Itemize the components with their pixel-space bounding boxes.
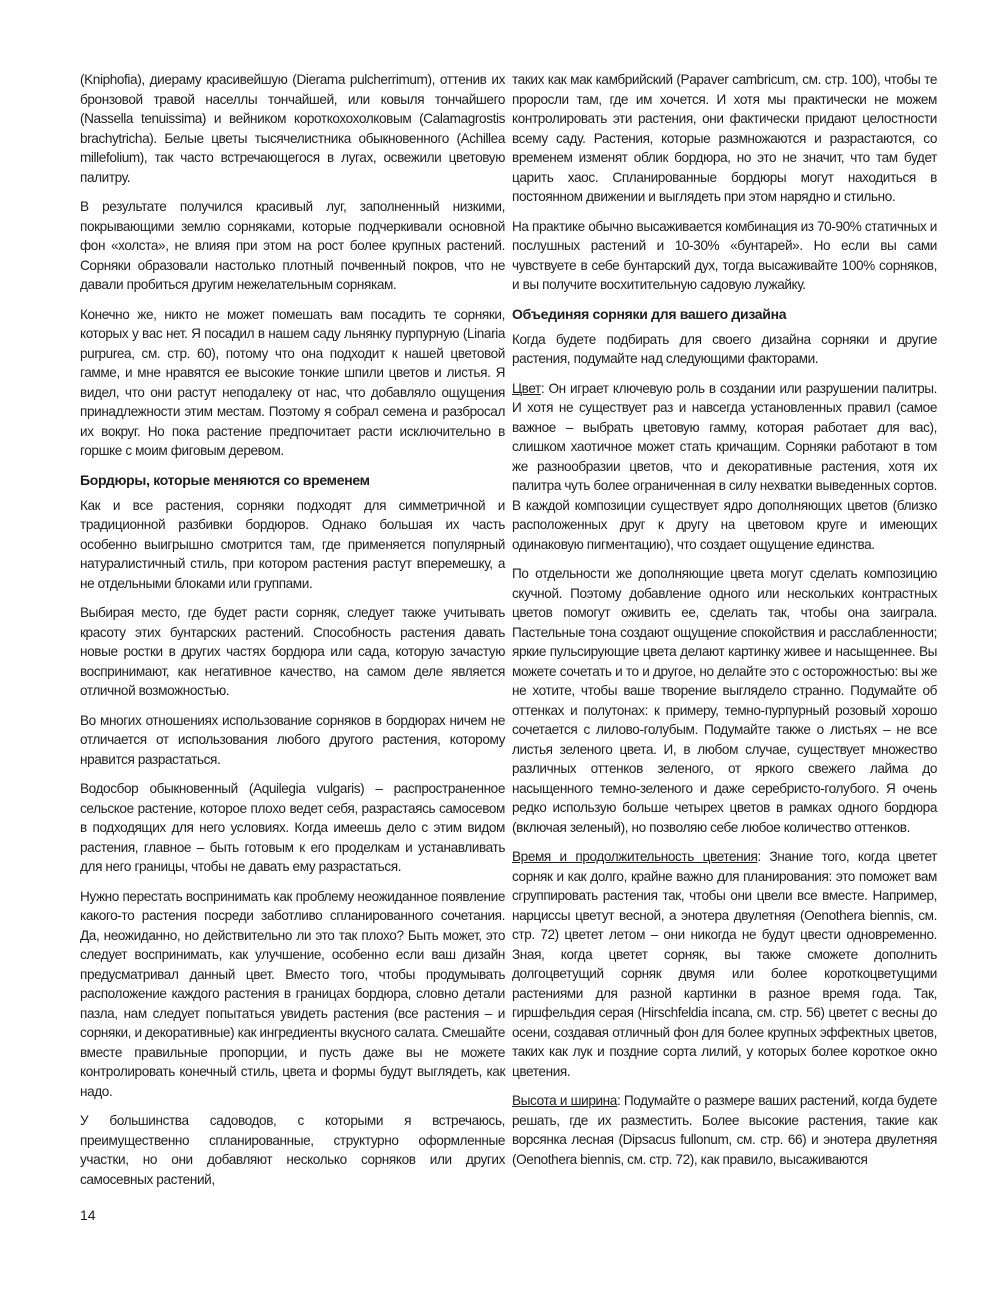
section-heading: Объединяя сорняки для вашего дизайна	[512, 305, 787, 322]
paragraph: Как и все растения, сорняки подходят для симметричной и традиционной разбивки бордюров. Однако большая их часть особенно выигрышно смотрится там, где применяется популярный натуралистичный стиль, при котором растения растут вперемешку, а не отдельными блоками или группами.	[80, 497, 505, 591]
paragraph-text: : Он играет ключевую роль в создании или разрушении палитры. И хотя не существует раз и навсегда установленных правил (самое важное – выбрать цветовую гамму, которая работает для вас), слишком хаотичное может стать кричащим. Сорняки работают в том же разнообразии цветов, что и декоративные растения, хотя их палитра чуть более ограниченная в силу нехватки выведенных сортов. В каждой композиции существует ядро дополняющих цветов (близко расположенных друг к другу на цветовом круге и имеющих одинаковую пигментацию), что создает ощущение единства.	[512, 380, 938, 552]
paragraph: Водосбор обыкновенный (Aquilegia vulgaris) – распространенное сельское растение, которое плохо ведет себя, разрастаясь самосевом в подходящих для него условиях. Когда имеешь дело с этим видом растения, главное – быть готовым к его проделкам и устанавливать для него границы, чтобы не давать ему разрастаться.	[80, 781, 505, 874]
paragraph: Когда будете подбирать для своего дизайна сорняки и другие растения, подумайте над следующими факторами.	[512, 331, 937, 366]
paragraph: таких как мак камбрийский (Papaver cambricum, см. стр. 100), чтобы те проросли там, где им хочется. И хотя мы практически не можем контролировать эти растения, они фактически придают целостности всему саду. Растения, которые размножаются и разрастаются, со временем изменят облик бордюра, но это не значит, что там будет царить хаос. Спланированные бордюры могут находиться в постоянном движении и выглядеть при этом нарядно и стильно.	[512, 72, 937, 204]
paragraph: Нужно перестать воспринимать как проблему неожиданное появление какого-то растения посреди заботливо спланированного сочетания. Да, неожиданно, но действительно ли это так плохо? Быть может, это следует воспринимать, как улучшение, особенно если ваш дизайн предусматривал данный цвет. Вместо того, чтобы продумывать расположение каждого растения в границах бордюра, словно детали пазла, нам следует попытаться увидеть растения (все растения – и сорняки, и декоративные) как ингредиенты вкусного салата. Смешайте вместе правильные пропорции, и пусть даже вы не можете контролировать конечный стиль, цвета и формы будут выглядеть, как надо.	[80, 888, 505, 1099]
paragraph-text: : Знание того, когда цветет сорняк и как долго, крайне важно для планирования: это поможет вам сгруппировать растения так, чтобы они цвели все вместе. Например, нарциссы цветут весной, а энотера двулетняя (Oenothera biennis, см. стр. 72) цветет летом – они никогда не будут цвести одновременно. Зная, когда цветет сорняк, вы также сможете дополнить долгоцветущий сорняк двумя или более короткоцветущими растениями для разной картинки в разное время года. Так, гиршфельдия серая (Hirschfeldia incana, см. стр. 56) цветет с весны до осени, создавая отличный фон для более крупных эффектных цветов, таких как лук и поздние сорта лилий, у которых более короткое окно цветения.	[512, 849, 938, 1079]
paragraph: Выбирая место, где будет расти сорняк, следует также учитывать красоту этих бунтарских растений. Способность растения давать новые ростки в других частях бордюра или сада, которую зачастую воспринимают, как негативное качество, на самом деле является отличной возможностью.	[80, 605, 505, 698]
section-heading: Бордюры, которые меняются со временем	[80, 471, 370, 488]
right-column	[512, 70, 937, 1179]
paragraph: По отдельности же дополняющие цвета могут сделать композицию скучной. Поэтому добавление одного или нескольких контрастных цветов помогут оживить ее, сделать так, чтобы она заиграла. Пастельные тона создают ощущение спокойствия и расслабленности; яркие пульсирующие цвета делают картинку живее и насыщеннее. Вы можете сочетать и то и другое, но делайте это с осторожностью: вы же не хотите, чтобы ваше творение выглядело странно. Подумайте об оттенках и полутонах: к примеру, темно-пурпурный розовый хорошо сочетается с лилово-голубым. Подумайте также о листьях – не все листья зеленого цвета. И, в любом случае, существует множество различных оттенков зеленого, от яркого свежего лайма до насыщенного темно-зеленого и даже серебристо-голубого. Я очень редко использую больше четырех цветов в рамках одного бордюра (включая зеленый), но позволяю себе любое количество оттенков.	[512, 566, 937, 835]
term-label: Цвет	[512, 380, 541, 396]
paragraph: В результате получился красивый луг, заполненный низкими, покрывающими землю сорняками, которые подчеркивали основной фон «холста», не влияя при этом на рост более крупных растений. Сорняки образовали настолько плотный почвенный покров, что не давали пробиться другим нежелательным сорнякам.	[80, 199, 505, 292]
paragraph: (Kniphofia), диераму красивейшую (Dierama pulcherrimum), оттенив их бронзовой травой населлы тончайшей, или ковыля тончайшего (Nassella tenuissima) и вейником короткохохолковым (Calamagrostis brachytricha). Белые цветы тысячелистника обыкновенного (Achillea millefolium), так часто встречающегося в лугах, освежили цветовую палитру.	[80, 72, 505, 185]
paragraph: У большинства садоводов, с которыми я встречаюсь, преимущественно спланированные, структурно оформленные участки, но они добавляют несколько сорняков или других самосевных растений,	[80, 1113, 505, 1187]
page-number: 14	[80, 1207, 96, 1223]
term-label: Высота и ширина	[512, 1093, 617, 1108]
paragraph	[512, 1091, 937, 1169]
paragraph: На практике обычно высаживается комбинация из 70-90% статичных и послушных растений и 10-30% «бунтарей». Но если вы сами чувствуете в себе бунтарский дух, тогда высаживайте 100% сорняков, и вы получите восхитительную садовую лужайку.	[512, 218, 937, 292]
term-label: Время и продолжительность цветения	[512, 849, 758, 864]
paragraph: Во многих отношениях использование сорняков в бордюрах ничем не отличается от использования любого другого растения, которому нравится разрастаться.	[80, 712, 505, 767]
paragraph	[512, 379, 937, 555]
left-column	[80, 70, 505, 1199]
paragraph	[512, 847, 937, 1081]
paragraph: Конечно же, никто не может помешать вам посадить те сорняки, которых у вас нет. Я посадил в нашем саду льнянку пурпурную (Linaria purpurea, см. стр. 60), потому что она подходит к нашей цветовой гамме, и мне нравятся ее высокие тонкие шпили цветов и листья. Я видел, что они растут неподалеку от нас, что добавляло ощущения принадлежности этим местам. Поэтому я собрал семена и разбросал их вокруг. Но пока растение предпочитает расти исключительно в горшке с моим фиговым деревом.	[80, 306, 505, 458]
paragraph-text: : Подумайте о размере ваших растений, когда будете решать, где их разместить. Более высокие растения, такие как ворсянка лесная (Dipsacus fullonum, см. стр. 66) и энотера двулетняя (Oenothera biennis, см. стр. 72), как правило, высаживаются	[512, 1093, 937, 1167]
